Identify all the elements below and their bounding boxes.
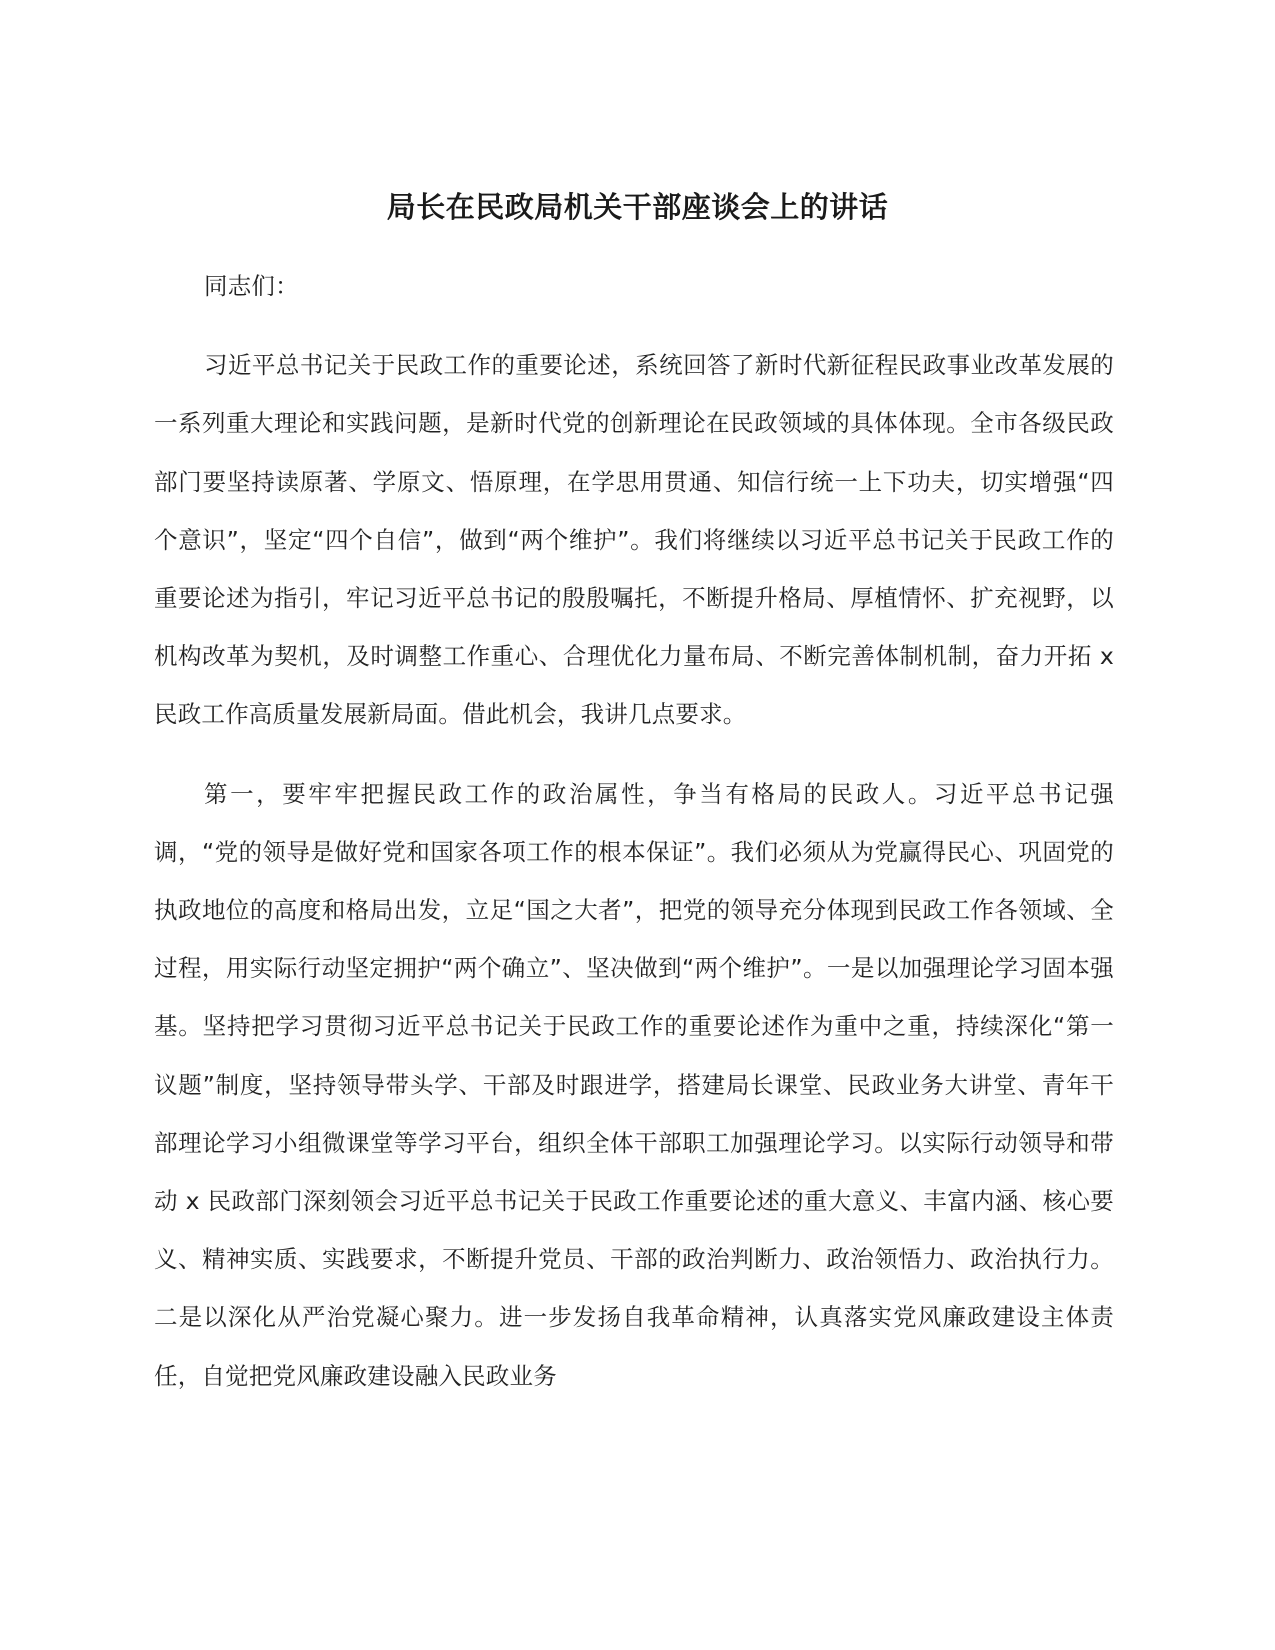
paragraph-first-point: 第一，要牢牢把握民政工作的政治属性，争当有格局的民政人。习近平总书记强调，“党的领导是做好党和国家各项工作的根本保证”。我们必须从为党赢得民心、巩固党的执政地位的高度和格局出发，立足“国之大者”，把党的领导充分体现到民政工作各领域、全过程，用实际行动坚定拥护“两个确立”、坚决做到“两个维护”。一是以加强理论学习固本强基。坚持把学习贯彻习近平总书记关于民政工作的重要论述作为重中之重，持续深化“第一议题”制度，坚持领导带头学、干部及时跟进学，搭建局长课堂、民政业务大讲堂、青年干部理论学习小组微课堂等学习平台，组织全体干部职工加强理论学习。以实际行动领导和带动 x 民政部门深刻领会习近平总书记关于民政工作重要论述的重大意义、丰富内涵、核心要义、精神实质、实践要求，不断提升党员、干部的政治判断力、政治领悟力、政治执行力。二是以深化从严治党凝心聚力。进一步发扬自我革命精神，认真落实党风廉政建设主体责任，自觉把党风廉政建设融入民政业务	[154, 779, 1114, 1390]
document-title: 局长在民政局机关干部座谈会上的讲话	[386, 190, 889, 224]
salutation: 同志们：	[204, 272, 299, 300]
document-body	[154, 257, 1114, 1405]
paragraph-intro: 习近平总书记关于民政工作的重要论述，系统回答了新时代新征程民政事业改革发展的一系列重大理论和实践问题，是新时代党的创新理论在民政领域的具体体现。全市各级民政部门要坚持读原著、学原文、悟原理，在学思用贯通、知信行统一上下功夫，切实增强“四个意识”，坚定“四个自信”，做到“两个维护”。我们将继续以习近平总书记关于民政工作的重要论述为指引，牢记习近平总书记的殷殷嘱托，不断提升格局、厚植情怀、扩充视野，以机构改革为契机，及时调整工作重心、合理优化力量布局、不断完善体制机制，奋力开拓 x 民政工作高质量发展新局面。借此机会，我讲几点要求。	[154, 351, 1114, 729]
